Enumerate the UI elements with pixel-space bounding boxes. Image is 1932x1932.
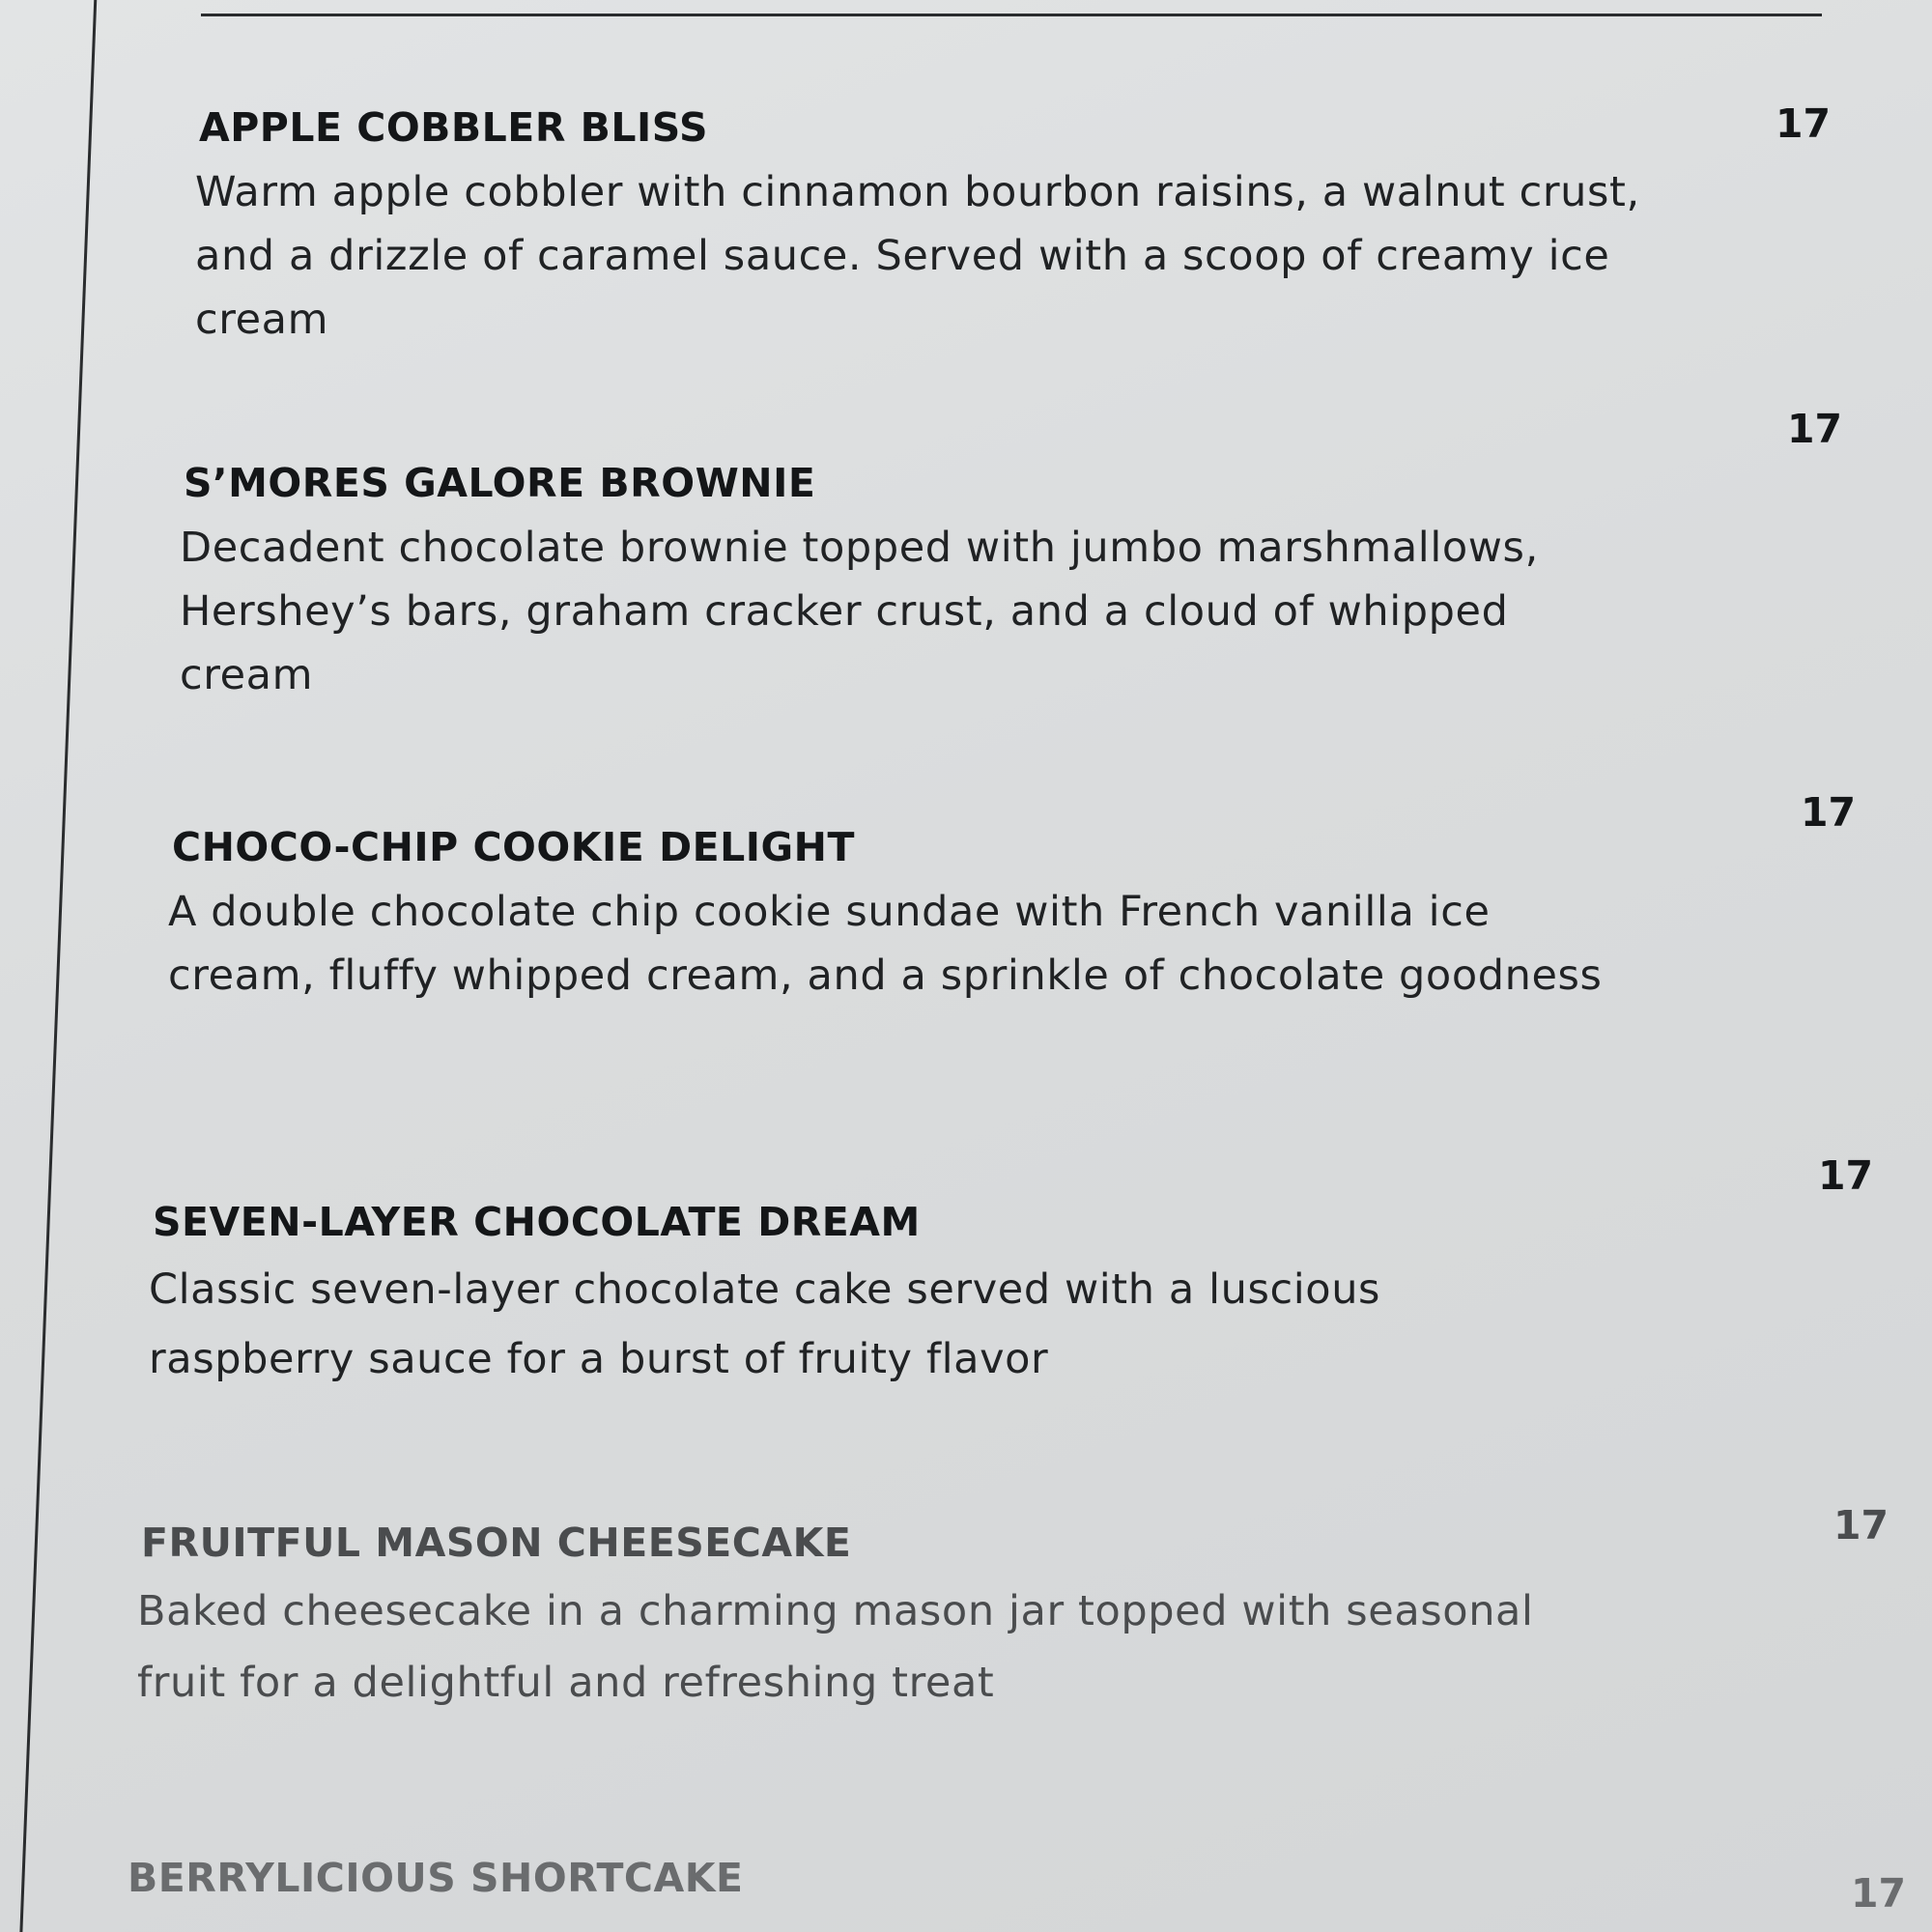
menu-item-price: 17 [1801,789,1857,836]
menu-item-description: A double chocolate chip cookie sundae with French vanilla ice cream, fluffy whipped cream, and a sprinkle of chocolate goodness [168,888,1603,1000]
menu-item-name: CHOCO-CHIP COOKIE DELIGHT [172,824,855,870]
menu-item-name: S’MORES GALORE BROWNIE [184,460,816,506]
menu-item-description: Decadent chocolate brownie topped with jumbo marshmallows, Hershey’s bars, graham cracker crust, and a cloud of whipped cream [180,524,1539,699]
menu-item-price: 17 [1776,100,1832,147]
menu-item-price: 17 [1833,1502,1889,1548]
menu-item-description: Classic seven-layer chocolate cake served with a luscious raspberry sauce for a burst of fruity flavor [149,1265,1381,1383]
menu-item-description: Warm apple cobbler with cinnamon bourbon raisins, a walnut crust, and a drizzle of caramel sauce. Served with a scoop of creamy ice cream [195,168,1640,344]
menu-item-description: Baked cheesecake in a charming mason jar topped with seasonal fruit for a delightful and refreshing treat [137,1587,1534,1707]
menu-item-price: 17 [1818,1152,1874,1199]
menu-item-name: SEVEN-LAYER CHOCOLATE DREAM [153,1199,921,1245]
menu-item-price: 17 [1851,1870,1907,1917]
menu-item-price: 17 [1787,406,1843,452]
menu-item-name: APPLE COBBLER BLISS [199,104,709,151]
menu-item-name: FRUITFUL MASON CHEESECAKE [141,1520,852,1566]
menu-item-name: BERRYLICIOUS SHORTCAKE [128,1855,744,1901]
